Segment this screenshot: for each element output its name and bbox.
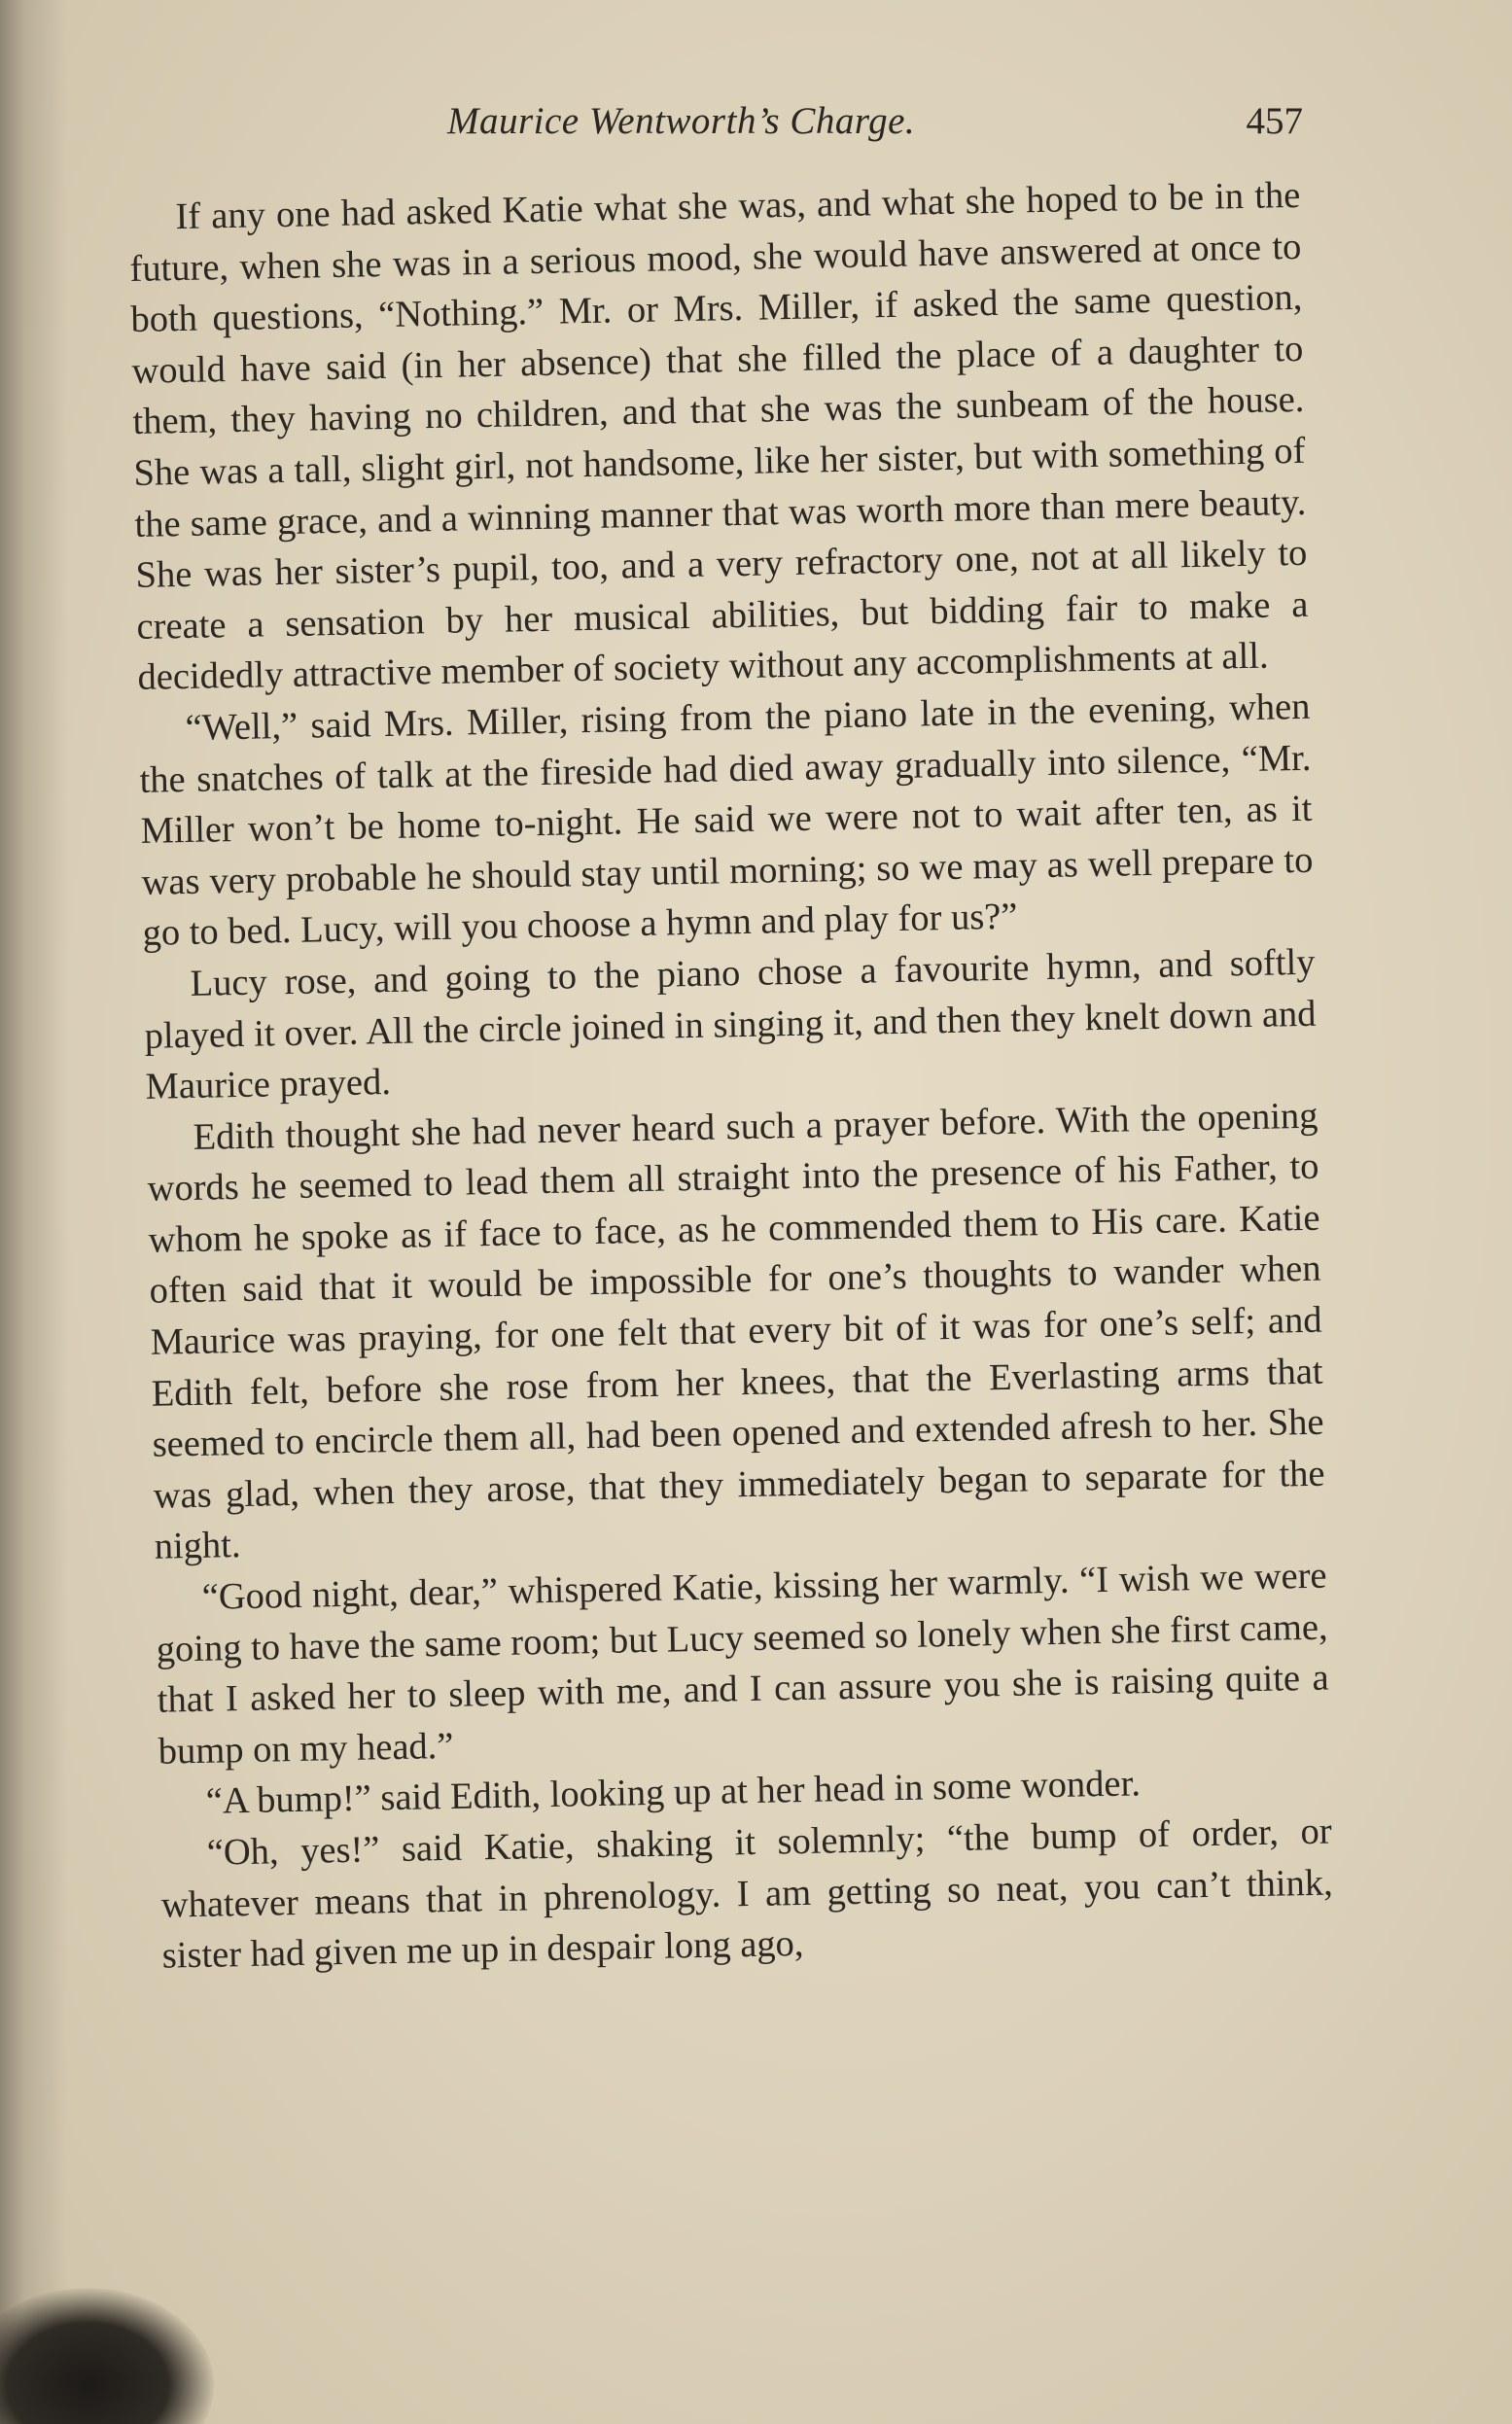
binding-gutter-shadow (0, 0, 68, 2424)
paragraph: If any one had asked Katie what she was, and what she hoped to be in the future, when she was in a serious mood, she would have answered at once to both questions, “Nothing.” Mr. or Mrs. Miller, if asked the same question, would have said (in her absence) that she filled the place of a daughter to them, they having no children, and that she was the sunbeam of the house. She was a tall, slight girl, not handsome, like her sister, but with something of the same grace, and a winning manner that was worth more than mere beauty. She was her sister’s pupil, too, and a very refractory one, not at all likely to create a sensation by her musical abilities, but bidding fair to make a decidedly attractive member of society without any accomplishments at all. (129, 174, 1309, 699)
paragraph: Lucy rose, and going to the piano chose a favourite hymn, and softly played it over. All the circle joined in singing it, and then they knelt down and Maurice prayed. (144, 941, 1317, 1107)
paragraph: Edith thought she had never heard such a prayer before. With the opening words he seemed to lead them all straight into the presence of his Father, to whom he spoke as if face to face, as he commended them to His care. Katie often said that it would be impossible for one’s thoughts to wander when Maurice was praying, for one felt that every bit of it was for one’s self; and Edith felt, before she rose from her knees, that the Everlasting arms that seemed to encircle them all, had been opened and extended afresh to her. She was glad, when they arose, that they immediately began to separate for the night. (147, 1095, 1325, 1568)
page-corner-shadow (0, 2288, 214, 2424)
paragraph: “A bump!” said Edith, looking up at her head in some wonder. (205, 1763, 1142, 1823)
paragraph: “Well,” said Mrs. Miller, rising from the piano late in the evening, when the snatches of talk at the fireside had died away gradually into silence, “Mr. Miller won’t be home to-night. He said we were not to wait after ten, as it was very probable he should stay until morning; so we may as well prepare to go to bed. Lucy, will you choose a hymn and play for us?” (139, 685, 1314, 955)
page-header (156, 99, 1313, 158)
page-number: 457 (1246, 100, 1303, 142)
body-text (128, 170, 1334, 1983)
running-title: Maurice Wentworth’s Charge. (447, 100, 916, 142)
paragraph: “Oh, yes!” said Katie, shaking it solemnly; “the bump of order, or whatever means that in phrenology. I am getting so neat, you can’t think, sister had given me up in despair long ago, (160, 1810, 1333, 1977)
paragraph: “Good night, dear,” whispered Katie, kissing her warmly. “I wish we were going to have the same room; but Lucy seemed so lonely when she first came, that I asked her to sleep with me, and I can assure you she is raising quite a bump on my head.” (156, 1555, 1329, 1773)
